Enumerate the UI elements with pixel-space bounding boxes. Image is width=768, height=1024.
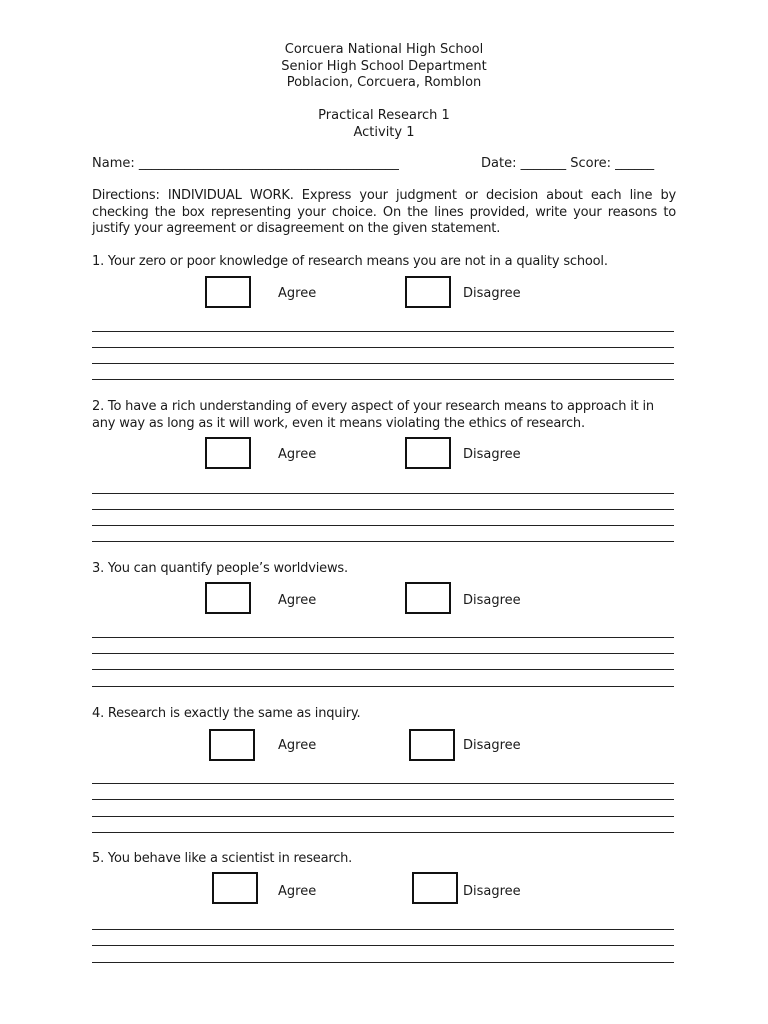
- school-address: Poblacion, Corcuera, Romblon: [286, 75, 482, 90]
- activity-title: Activity 1: [353, 124, 415, 140]
- question-2-answer-line-3[interactable]: [92, 525, 674, 526]
- question-4-disagree-checkbox[interactable]: [409, 729, 455, 761]
- question-3-agree-label: Agree: [278, 593, 317, 608]
- question-3-disagree-checkbox[interactable]: [405, 582, 451, 614]
- question-5-answer-line-1[interactable]: [92, 929, 674, 930]
- question-3-answer-line-1[interactable]: [92, 637, 674, 638]
- name-field[interactable]: Name: ________________________________________: [92, 156, 399, 171]
- question-1-answer-line-3[interactable]: [92, 363, 674, 364]
- question-3-choices: [0, 582, 768, 616]
- score-field[interactable]: Score: ______: [570, 156, 655, 171]
- date-field[interactable]: Date: _______: [481, 156, 567, 171]
- question-5-text: 5. You behave like a scientist in research.: [92, 851, 353, 866]
- subject-title: Practical Research 1: [318, 108, 450, 123]
- question-1-agree-label: Agree: [278, 286, 317, 301]
- question-2-text: 2. To have a rich understanding of every aspect of your research means to approach it in any way as long as it will work, even it means violating the ethics of research.: [92, 399, 654, 431]
- question-3-answer-line-3[interactable]: [92, 669, 674, 670]
- question-3-agree-checkbox[interactable]: [205, 582, 251, 614]
- question-3-text: 3. You can quantify people’s worldviews.: [92, 561, 348, 576]
- question-4-agree-label: Agree: [278, 738, 317, 753]
- question-2-disagree-label: Disagree: [463, 447, 521, 462]
- question-5-disagree-label: Disagree: [463, 884, 521, 899]
- school-name: Corcuera National High School: [284, 42, 484, 57]
- question-2-choices: [0, 437, 768, 471]
- question-1-disagree-checkbox[interactable]: [405, 276, 451, 308]
- department-name: Senior High School Department: [281, 58, 487, 74]
- question-4-answer-line-3[interactable]: [92, 816, 674, 817]
- question-1-disagree-label: Disagree: [463, 286, 521, 301]
- question-3-answer-line-4[interactable]: [92, 686, 674, 687]
- directions-text: Directions: INDIVIDUAL WORK. Express your judgment or decision about each line by checking the box representing your choice. On the lines provided, write your reasons to justify your agreement or disagreement on the given statement.: [92, 188, 676, 236]
- question-1-answer-line-2[interactable]: [92, 347, 674, 348]
- question-4-disagree-label: Disagree: [463, 738, 521, 753]
- question-4-answer-line-4[interactable]: [92, 832, 674, 833]
- question-5-answer-line-2[interactable]: [92, 945, 674, 946]
- question-2-answer-line-1[interactable]: [92, 493, 674, 494]
- question-4-answer-line-2[interactable]: [92, 799, 674, 800]
- question-2-agree-label: Agree: [278, 447, 317, 462]
- activity-header: [0, 108, 768, 141]
- question-5-agree-checkbox[interactable]: [212, 872, 258, 904]
- date-score-row: [481, 156, 654, 172]
- question-1-answer-line-1[interactable]: [92, 331, 674, 332]
- question-3-answer-line-2[interactable]: [92, 653, 674, 654]
- question-5-agree-label: Agree: [278, 884, 317, 899]
- question-4-text: 4. Research is exactly the same as inquiry.: [92, 706, 361, 721]
- question-5-disagree-checkbox[interactable]: [412, 872, 458, 904]
- question-4-agree-checkbox[interactable]: [209, 729, 255, 761]
- question-1-answer-line-4[interactable]: [92, 379, 674, 380]
- question-1-agree-checkbox[interactable]: [205, 276, 251, 308]
- question-2-disagree-checkbox[interactable]: [405, 437, 451, 469]
- question-5-answer-line-3[interactable]: [92, 962, 674, 963]
- question-1-choices: [0, 276, 768, 310]
- question-4-choices: [0, 729, 768, 763]
- school-header: [0, 42, 768, 92]
- question-2-agree-checkbox[interactable]: [205, 437, 251, 469]
- question-2-answer-line-4[interactable]: [92, 541, 674, 542]
- question-1-text: 1. Your zero or poor knowledge of research means you are not in a quality school.: [92, 254, 608, 269]
- question-2-answer-line-2[interactable]: [92, 509, 674, 510]
- question-5-choices: [0, 872, 768, 906]
- question-3-disagree-label: Disagree: [463, 593, 521, 608]
- question-4-answer-line-1[interactable]: [92, 783, 674, 784]
